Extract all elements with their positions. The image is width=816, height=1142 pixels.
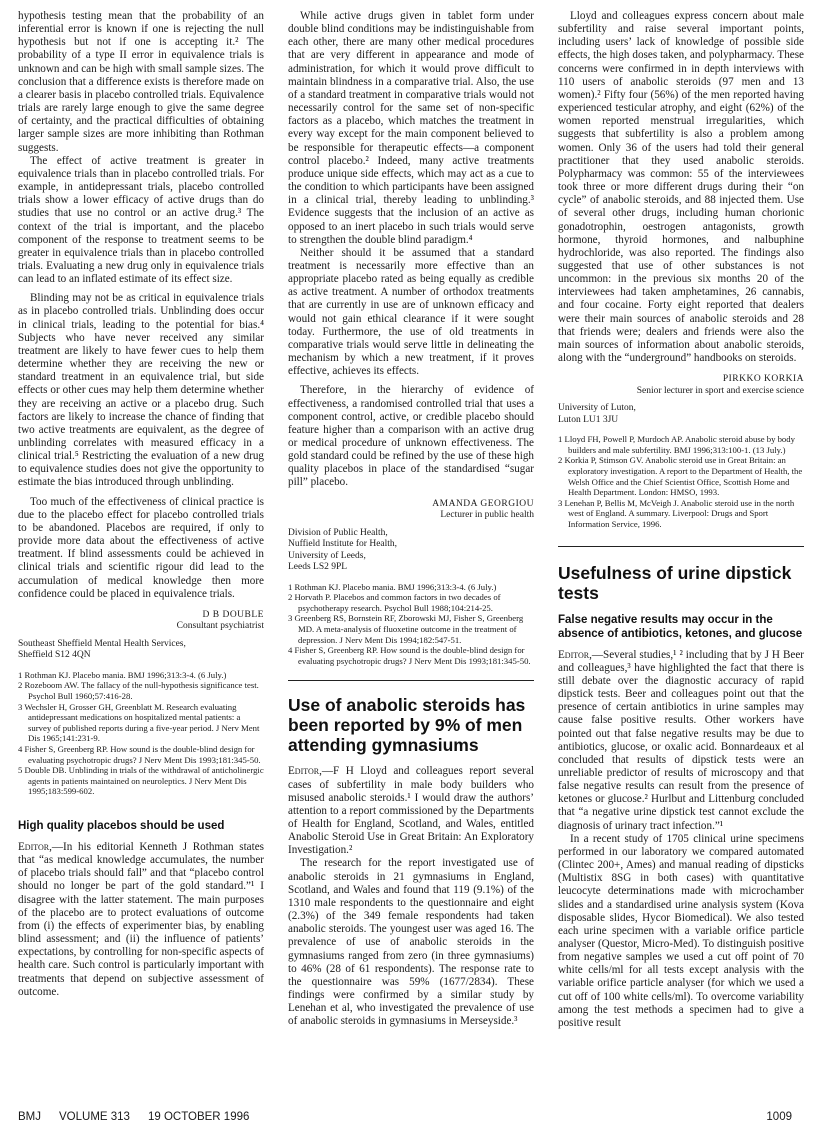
paragraph: Editor,—Several studies,¹ ² including that by J H Beer and colleagues,³ have highlighted the fact that there is still debate over the diagnostic accuracy of rapid dipstick tests. Beer and colleagues point out that the presence of certain antibiotics in urine samples may cause false positive results. Other workers have pointed out that false negative results may be due to antibiotics, glucose, or oxalic acid. Bonnardeaux et al concluded that results of dipstick tests were an unreliable predictor of results of microscopy and that false negative results can result from the presence of ketones or glucose.² Hurlbut and Littenburg concluded that “a negative urine dipstick test cannot exclude the diagnosis of urinary tract infection.”¹ bbox=[558, 648, 804, 832]
page-footer bbox=[18, 1111, 792, 1127]
editor-label: Editor, bbox=[558, 648, 592, 661]
reference-item: 2 Rozeboom AW. The fallacy of the null-hypothesis significance test. Psychol Bull 1960;57:416-28. bbox=[18, 680, 259, 702]
paragraph: Lloyd and colleagues express concern about male subfertility and raise several important points, including users’ lack of knowledge of possible side effects, the high doses taken, and polypharmacy. These concerns were confirmed in in depth interviews with 110 users of anabolic steroids (97 men and 13 women).² Fifty four (56%) of the men reported having experienced testicular atrophy, and eight (62%) of the women reported menstrual irregularities, which suggests that subfertility is also a problem among women. Only 36 of the users had told their general practitioner that they used anabolic steroids. Polypharmacy was common: 55 of the interviewees took three or more different drugs during their “on cycle” of anabolic steroids, and 88 injected them. Use of several other drugs, including human chorionic gonadotrophin, oestrogen antagonists, growth hormone, thyroid hormones, and nalbuphine hydrochloride, was also reported. The findings also suggested that use of other substances is not uncommon: in the previous six months 20 of the interviewees had taken amphetamines, 26 cannabis, and four cocaine. Forty eight reported that dealers were their main sources of anabolic steroids and 28 that friends were; dealers and friends were also the main sources of information about anabolic steroids, along with the “underground” handbooks on steroids. bbox=[558, 10, 804, 365]
reference-item: 2 Horvath P. Placebos and common factors in two decades of psychotherapy research. Psychol Bull 1988;104:214-25. bbox=[288, 592, 501, 613]
author-role: Senior lecturer in sport and exercise science bbox=[636, 385, 804, 396]
author-signature: D B DOUBLE bbox=[202, 609, 264, 620]
reference-item: 4 Fisher S, Greenberg RP. How sound is the double-blind design for evaluating psychotropic drugs? J Nerv Ment Dis 1993;181:345-50. bbox=[288, 645, 531, 666]
paragraph: Therefore, in the hierarchy of evidence of effectiveness, a randomised controlled trial that uses a component control, active, or credible placebo should feature higher than a comparison with an active drug or medical procedure of unknown effectiveness. The gold standard could be refined by the use of these high quality placebos in place of the standardised “sugar pill” placebo. bbox=[288, 384, 534, 489]
reference-list bbox=[558, 434, 804, 529]
paragraph: The effect of active treatment is greater in equivalence trials than in placebo controlled trials. For example, in antidepressant trials, placebo controlled trials show a lower efficacy of active drugs than do studies that use no control or an active drug.³ The context of the trial is important, and the placebo component of the response to treatment seems to be greater in equivalence trials than in placebo controlled trials. Evaluating a new drug only in equivalence trials can lead to an inflated estimate of its effect size. bbox=[18, 154, 264, 286]
column-1 bbox=[18, 10, 264, 999]
paragraph: The research for the report investigated use of anabolic steroids in 21 gymnasiums in England, Scotland, and Wales and found that 119 (9.1%) of the 1310 male respondents to the questionnaire and eight (2.3%) of the 349 female respondents had taken anabolic steroids. The youngest user was aged 16. The prevalence of use of anabolic steroids in the gymnasiums ranged from zero (in three gymnasiums) to 46% (28 of 61 respondents). The response rate to the questionnaire was 59% (1677/2834). These findings were confirmed by a similar study by Lenehan et al, who investigated the prevalence of use of anabolic steroids in gymnasiums in Merseyside.³ bbox=[288, 857, 534, 1028]
issue-date: 19 OCTOBER 1996 bbox=[147, 1111, 250, 1123]
paragraph: Too much of the effectiveness of clinical practice is due to the placebo effect for placebo controlled trials to be abandoned. Placebos are required, if only to provide more data about the effectiveness of active treatment. If blind assessments could be achieved in clinical trials and scientific rigour did lead to the accumulation of medical knowledge then more confidence could be placed in equivalence trials. bbox=[18, 495, 264, 600]
paragraph: In a recent study of 1705 clinical urine specimens performed in our laboratory we compared automated (Clintec 200+, Ames) and manual reading of dipsticks (Multistix 8SG in both cases) with quantitative leucocyte determinations made with microchamber slides and a standardised urine analysis system (Kova disposable slides, Hycor Biomedical). We also tested each urine specimen with a variable orifice particle analyser (Questor, Micro-Med). To distinguish positive from negative samples we used a cut off point of 70 white cells/ml for all tests except analysis with the variable orifice particle analyser (for which we used a cut off of 100 white cells/ml). To overcome variability among the test methods a specimen had to give a positive result bbox=[558, 832, 804, 1029]
section-rule bbox=[288, 680, 534, 681]
letter-body bbox=[18, 10, 264, 601]
author-address: University of Luton, Luton LU1 3JU bbox=[558, 403, 636, 425]
page-number: 1009 bbox=[766, 1111, 792, 1123]
journal-name: BMJ bbox=[18, 1111, 41, 1123]
reference-item: 3 Lenehan P, Bellis M, McVeigh J. Anabolic steroid use in the north west of England. A summary. Liverpool: Drugs and Sport Information Service, 1996. bbox=[558, 497, 795, 529]
paragraph: Neither should it be assumed that a standard treatment is necessarily more effective than an appropriate placebo rated as being equally as credible as active treatment. A number of orthodox treatments that are currently in use are of unknown efficacy and would not gain ethical clearance if it were sought today. Furthermore, the use of old treatments in comparative trials would serve little in delineating the mechanism by which a new treatment, if it proves effective, achieves its effects. bbox=[288, 246, 534, 378]
reference-item: 1 Rothman KJ. Placebo mania. BMJ 1996;313:3-4. (6 July.) bbox=[18, 669, 227, 680]
author-address: Division of Public Health, Nuffield Institute for Health, University of Leeds, Leeds LS2 9PL bbox=[288, 527, 398, 573]
section-rule bbox=[558, 546, 804, 547]
letter-headline: Usefulness of urine dipstick tests bbox=[558, 562, 792, 603]
author-role: Lecturer in public health bbox=[440, 510, 534, 521]
paragraph: Blinding may not be as critical in equivalence trials as in placebo controlled trials. Unblinding does occur in clinical trials, leading to the potential for bias.⁴ Subjects who have never received any similar treatment are likely to have fewer cues to help them determine whether they are receiving the new or standard treatment in an equivalence trial, but side effects or other cues may help them determine whether they are receiving an active or a placebo drug. Such factors are likely to increase the chance of finding that two active treatments are equivalent, as the degree of unblinding correlates with measured efficacy in a clinical trial.⁵ Restricting the evaluation of a new drug to equivalence studies does not give the opportunity to estimate the bias introduced through unblinding. bbox=[18, 292, 264, 489]
reference-list bbox=[288, 582, 534, 667]
column-2 bbox=[288, 10, 534, 1029]
author-signature: PIRKKO KORKIA bbox=[722, 374, 804, 385]
author-signature: AMANDA GEORGIOU bbox=[432, 498, 534, 509]
author-role: Consultant psychiatrist bbox=[176, 621, 264, 632]
editor-label: Editor, bbox=[18, 841, 52, 853]
reference-list bbox=[18, 670, 264, 797]
paragraph: Editor,—F H Lloyd and colleagues report several cases of subfertility in male body builders who misused anabolic steroids.¹ I would draw the authors’ attention to a report commissioned by the Departments of Health for England, Scotland, and Wales, entitled Anabolic Steroid Use in Great Britain: An Exploratory Investigation.² bbox=[288, 765, 534, 857]
letter-headline: High quality placebos should be used bbox=[18, 820, 225, 832]
paragraph: While active drugs given in tablet form under double blind conditions may be indistinguishable from each other, there are many other medical procedures that are very different in appearance and mode of administration, for which it would prove difficult to maintain blindness in a comparative trial. Also, the use of a standard treatment in comparative trials would not necessarily control for the same set of non-specific factors as a placebo, which matches the treatment in every way except for the main component believed to be responsible for therapeutic effects—a component control placebo.² Indeed, many active treatments produce unique side effects, which may act as a cue to the condition to which participants have been assigned in a clinical trial, thereby leading to unblinding.³ Evidence suggests that the inclusion of an active as opposed to an inert placebo in such trials would serve to strengthen the double blind paradigm.⁴ bbox=[288, 10, 534, 246]
editor-label: Editor, bbox=[288, 765, 322, 778]
reference-item: 1 Lloyd FH, Powell P, Murdoch AP. Anabolic steroid abuse by body builders and male subfertility. BMJ 1996;313:100-1. (13 July.) bbox=[558, 434, 795, 455]
letter-subheadline: False negative results may occur in the absence of antibiotics, ketones, and glucose bbox=[558, 613, 803, 640]
paragraph: hypothesis testing mean that the probability of an inferential error is known if one is rejecting the null hypothesis but not if one is accepting it.² The probability of a type II error in equivalence trials is unknown and can be high with small sample sizes. The conclusion that a difference exists is therefore made on a clearer basis in placebo controlled trials. Equivalence trials are rarely large enough to give the same degree of certainty, and the practical difficulties of obtaining larger sample sizes are more inhibiting than Rothman suggests. bbox=[18, 10, 264, 154]
reference-item: 4 Fisher S, Greenberg RP. How sound is the double-blind design for evaluating psychotropic drugs? J Nerv Ment Dis 1993;181:345-50. bbox=[18, 744, 261, 765]
letter-headline: Use of anabolic steroids has been reported by 9% of men attending gymnasiums bbox=[288, 695, 526, 756]
journal-page bbox=[18, 10, 804, 1110]
reference-item: 3 Wechsler H, Grosser GH, Greenblatt M. Research evaluating antidepressant medications on hospitalized mental patients: a survey of published reports during a five-year period. J Nerv Ment Dis 1965;141:231-9. bbox=[18, 701, 260, 744]
journal-volume: VOLUME 313 bbox=[59, 1111, 130, 1123]
paragraph: Editor,—In his editorial Kenneth J Rothman states that “as medical knowledge accumulates, the number of placebo trials should fall” and that “placebo control should no longer be part of the gold standard.”¹ I disagree with the latter statement. The main purposes of the placebo are to protect evaluations of outcome from (i) the effects of experimenter bias, by enabling blind assessment; and (ii) the influence of patients’ expectations, by controlling for non-specific aspects of health care. Such control is particularly important with treatments that depend on subjective assessment of outcome. bbox=[18, 841, 264, 998]
reference-item: 1 Rothman KJ. Placebo mania. BMJ 1996;313:3-4. (6 July.) bbox=[288, 581, 497, 592]
reference-item: 3 Greenberg RS, Bornstein RF, Zborowski MJ, Fisher S, Greenberg MD. A meta-analysis of fluoxetine outcome in the treatment of depression. J Nerv Ment Dis 1994;182:547-51. bbox=[288, 613, 524, 645]
column-3 bbox=[558, 10, 804, 1030]
author-address: Southeast Sheffield Mental Health Services, Sheffield S12 4QN bbox=[18, 638, 186, 661]
reference-item: 2 Korkia P, Stimson GV. Anabolic steroid use in Great Britain: an exploratory investigation. A report to the Department of Health, the Welsh Office and the Chief Scientist Office, Scottish Home and Health Department. London: HMSO, 1993. bbox=[558, 455, 803, 498]
reference-item: 5 Double DB. Unblinding in trials of the withdrawal of anticholinergic agents in patients maintained on neuroleptics. J Nerv Ment Dis 1995;183:599-602. bbox=[18, 765, 264, 797]
